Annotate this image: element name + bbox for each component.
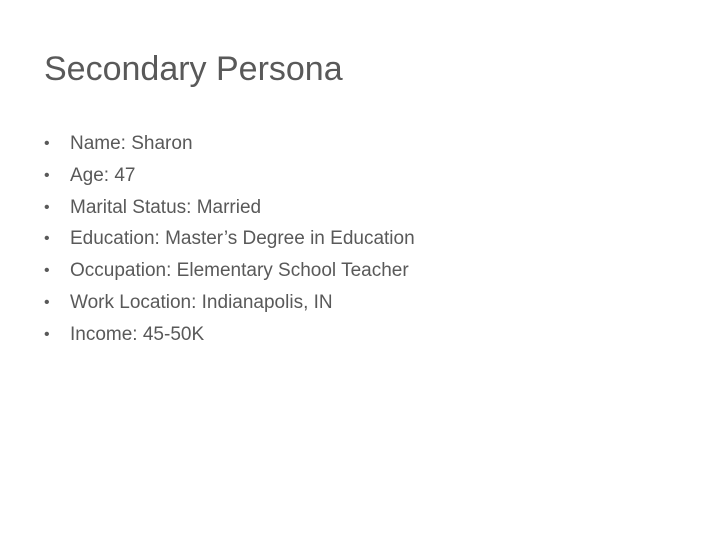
persona-name: Name: Sharon (70, 133, 193, 154)
bullet-icon: • (44, 166, 50, 184)
persona-income: Income: 45-50K (70, 323, 205, 345)
bullet-icon: • (44, 135, 50, 152)
bullet-icon: • (44, 293, 50, 311)
slide-title: Secondary Persona (44, 50, 343, 88)
bullet-icon: • (44, 325, 50, 343)
persona-marital-status: Marital Status: Married (70, 196, 262, 218)
persona-age: Age: 47 (70, 164, 136, 186)
bullet-icon: • (44, 262, 50, 280)
persona-work-location: Work Location: Indianapolis, IN (70, 291, 333, 313)
persona-occupation: Occupation: Elementary School Teacher (70, 260, 409, 282)
bullet-icon: • (44, 198, 50, 216)
persona-education: Education: Master’s Degree in Education (70, 228, 415, 250)
bullet-icon: • (44, 230, 50, 248)
